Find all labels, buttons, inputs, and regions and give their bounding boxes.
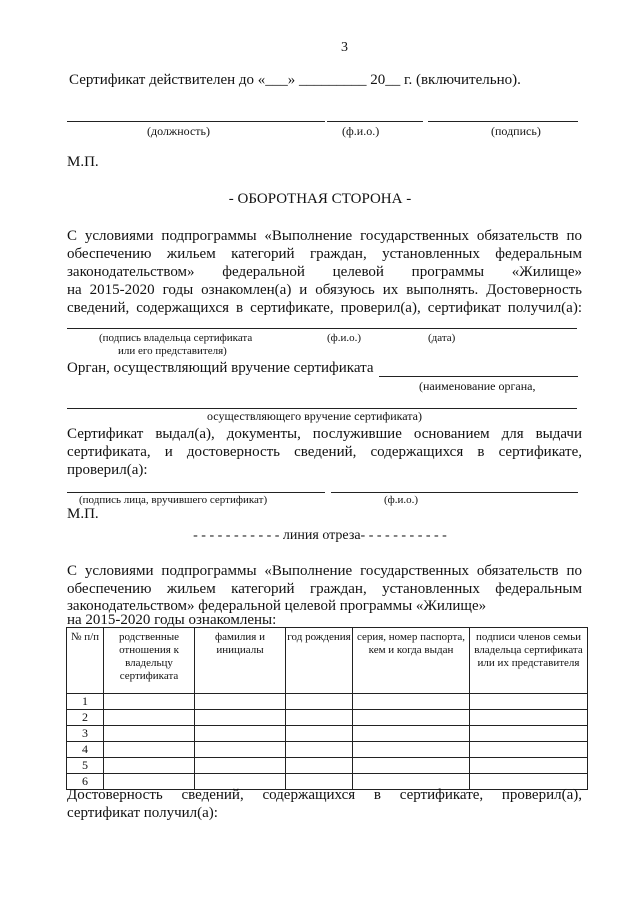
issuer-sign-label: (подпись лица, вручившего сертификат) bbox=[79, 494, 268, 506]
table-cell bbox=[353, 726, 470, 742]
para1-line: сведений, содержащихся в сертификате, проверил(а), сертификат получил(а): bbox=[67, 300, 582, 316]
owner-sign-label: (подпись владельца сертификата bbox=[99, 332, 253, 344]
table-cell bbox=[470, 742, 588, 758]
issuer-fio-label: (ф.и.о.) bbox=[384, 494, 419, 506]
validity-line: Сертификат действителен до «___» _________ 20__ г. (включительно). bbox=[69, 72, 521, 88]
para2-line: Сертификат выдал(а), документы, послужившие основанием для выдачи bbox=[67, 426, 582, 442]
table-cell bbox=[353, 710, 470, 726]
table-row bbox=[67, 758, 588, 774]
organ-label-2: осуществляющего вручение сертификата) bbox=[207, 409, 422, 423]
table-cell bbox=[195, 758, 286, 774]
table-cell bbox=[104, 742, 195, 758]
col-relation-header: родственные отношения к владельцу сертификата bbox=[104, 628, 195, 694]
family-members-table bbox=[66, 627, 588, 790]
table-cell bbox=[470, 758, 588, 774]
table-cell bbox=[104, 758, 195, 774]
table-row bbox=[67, 742, 588, 758]
table-row bbox=[67, 694, 588, 710]
col-name-header: фамилия и инициалы bbox=[195, 628, 286, 694]
para2-line: проверил(а): bbox=[67, 462, 148, 478]
organ-text: Орган, осуществляющий вручение сертификата bbox=[67, 360, 374, 376]
row-number: 6 bbox=[67, 774, 104, 790]
table-cell bbox=[104, 710, 195, 726]
table-cell bbox=[195, 694, 286, 710]
fio-line bbox=[327, 121, 423, 122]
table-cell bbox=[286, 710, 353, 726]
table-header-row bbox=[67, 628, 588, 694]
table-row bbox=[67, 726, 588, 742]
signature-line bbox=[428, 121, 578, 122]
position-label: (должность) bbox=[147, 124, 210, 138]
table-cell bbox=[286, 742, 353, 758]
para3-line: на 2015-2020 годы ознакомлены: bbox=[67, 612, 277, 628]
row-number: 3 bbox=[67, 726, 104, 742]
col-birth-year-header: год рождения bbox=[286, 628, 353, 694]
table-cell bbox=[286, 726, 353, 742]
para1-line: на 2015-2020 годы ознакомлен(а) и обязуюсь их выполнять. Достоверность bbox=[67, 282, 582, 298]
para4-line: сертификат получил(а): bbox=[67, 805, 218, 821]
para2-line: сертификата, и достоверность сведений, содержащихся в сертификате, bbox=[67, 444, 582, 460]
cut-line: - - - - - - - - - - - линия отреза- - - - - - - - - - - bbox=[193, 528, 447, 543]
col-signature-header: подписи членов семьи владельца сертификата или их представителя bbox=[470, 628, 588, 694]
signature-label: (подпись) bbox=[491, 124, 541, 138]
row-number: 1 bbox=[67, 694, 104, 710]
organ-label: (наименование органа, bbox=[419, 379, 536, 393]
table-cell bbox=[353, 742, 470, 758]
stamp-mark-2: М.П. bbox=[67, 506, 99, 522]
para4-line: Достоверность сведений, содержащихся в сертификате, проверил(а), bbox=[67, 787, 582, 803]
owner-sign-line bbox=[67, 328, 577, 329]
table-cell bbox=[195, 726, 286, 742]
row-number: 5 bbox=[67, 758, 104, 774]
table-cell bbox=[470, 726, 588, 742]
col-number-header: № п/п bbox=[67, 628, 104, 694]
issuer-sign-line bbox=[67, 492, 325, 493]
table-cell bbox=[286, 694, 353, 710]
table-cell bbox=[104, 694, 195, 710]
table-cell bbox=[195, 742, 286, 758]
para1-line: обеспечению жильем категорий граждан, установленных федеральным bbox=[67, 246, 582, 262]
owner-date-label: (дата) bbox=[428, 332, 456, 344]
reverse-side-title: - ОБОРОТНАЯ СТОРОНА - bbox=[228, 191, 412, 207]
owner-fio-label: (ф.и.о.) bbox=[327, 332, 362, 344]
para3-line: С условиями подпрограммы «Выполнение государственных обязательств по bbox=[67, 563, 582, 579]
page-number: 3 bbox=[341, 40, 348, 55]
table-cell bbox=[353, 694, 470, 710]
para3-line: обеспечению жильем категорий граждан, установленных федеральным bbox=[67, 581, 582, 597]
col-passport-header: серия, номер паспорта, кем и когда выдан bbox=[353, 628, 470, 694]
para1-line: С условиями подпрограммы «Выполнение государственных обязательств по bbox=[67, 228, 582, 244]
para3-line: законодательством» федеральной целевой программы «Жилище» bbox=[67, 598, 487, 614]
owner-sign-label-2: или его представителя) bbox=[118, 345, 227, 357]
table-cell bbox=[470, 710, 588, 726]
row-number: 2 bbox=[67, 710, 104, 726]
issuer-fio-line bbox=[331, 492, 578, 493]
position-line bbox=[67, 121, 325, 122]
organ-line bbox=[379, 376, 578, 377]
table-cell bbox=[195, 710, 286, 726]
table-cell bbox=[353, 758, 470, 774]
fio-label: (ф.и.о.) bbox=[342, 124, 380, 138]
table-row bbox=[67, 710, 588, 726]
table-cell bbox=[286, 758, 353, 774]
row-number: 4 bbox=[67, 742, 104, 758]
stamp-mark: М.П. bbox=[67, 154, 99, 170]
table-cell bbox=[470, 694, 588, 710]
table-cell bbox=[104, 726, 195, 742]
para1-line: законодательством» федеральной целевой программы «Жилище» bbox=[67, 264, 582, 280]
